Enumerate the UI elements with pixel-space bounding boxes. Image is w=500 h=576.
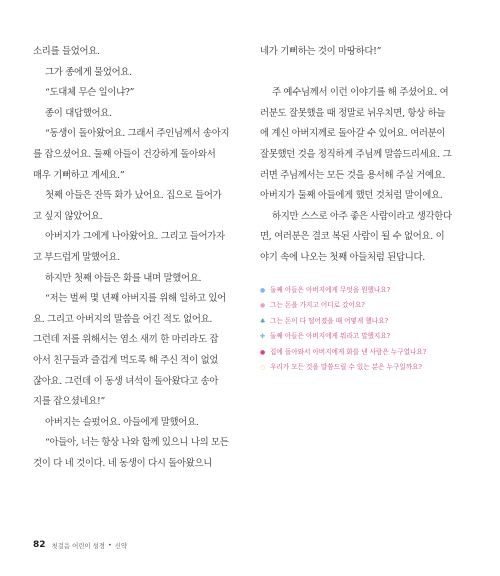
text-line: 면, 여러분은 결코 복된 사람이 될 수 없어요. 이 — [260, 231, 445, 243]
text-line: 네가 기뻐하는 것이 마땅하다!” — [260, 46, 382, 57]
text-line: 첫째 아들은 잔뜩 화가 났어요. 집으로 들어가 — [45, 190, 222, 202]
text-line — [260, 63, 468, 84]
footer-separator: • — [107, 541, 112, 549]
text-line: 하지만 첫째 아들은 화를 내며 말했어요. — [45, 272, 202, 284]
question-item — [260, 360, 475, 375]
question-item — [260, 329, 475, 344]
page-footer — [33, 540, 127, 550]
question-text: 둘째 아들은 아버지에게 뭐라고 말했지요? — [270, 332, 391, 341]
text-line: 고 싶지 않았어요. — [33, 210, 103, 222]
text-line: 그런데 저를 위해서는 염소 새끼 한 마리라도 잡 — [33, 334, 219, 346]
text-line: 아버지는 슬펐어요. 아들에게 말했어요. — [45, 416, 199, 428]
text-line: 러분도 잘못했을 때 정말로 뉘우치면, 항상 하늘 — [260, 107, 446, 119]
text-line: 잘못했던 것을 정직하게 주님께 말씀드리세요. 그 — [260, 148, 452, 160]
right-column — [260, 42, 468, 269]
text-line: 하지만 스스로 아주 좋은 사람이라고 생각한다 — [272, 210, 452, 222]
text-line: 아버지가 둘째 아들에게 했던 것처럼 말이에요. — [260, 190, 443, 202]
text-line: 아버지가 그에게 나아왔어요. 그리고 들어가자 — [45, 231, 225, 243]
bullet-icon: ✤ — [260, 333, 266, 341]
bullet-icon: ● — [260, 287, 266, 294]
text-line: “아들아, 너는 항상 나와 함께 있으니 나의 모든 — [45, 437, 229, 449]
text-line: 에 계신 아버지께로 돌아갈 수 있어요. 여러분이 — [260, 128, 446, 140]
question-text: 그는 돈을 가지고 어디로 갔어요? — [270, 301, 365, 310]
text-line: 주 예수님께서 이런 이야기를 해 주셨어요. 여 — [272, 87, 449, 99]
question-item — [260, 283, 475, 298]
text-line: 아서 친구들과 즐겁게 먹도록 해 주신 적이 없었 — [33, 354, 219, 366]
text-line: 종이 대답했어요. — [45, 107, 112, 119]
text-line: 것이 다 네 것이다. 네 동생이 다시 돌아왔으니 — [33, 457, 213, 469]
bullet-icon: ● — [260, 348, 266, 356]
page-number: 82 — [33, 540, 46, 550]
text-line: “도대체 무슨 일이냐?” — [45, 87, 135, 99]
text-line: 러면 주님께서는 모든 것을 용서해 주실 거예요. — [260, 169, 446, 181]
text-line: 야기 속에 나오는 첫째 아들처럼 된답니다. — [260, 251, 425, 263]
text-line: “저는 벌써 몇 년째 아버지를 위해 일하고 있어 — [45, 293, 226, 305]
question-text: 집에 돌아와서 아버지에게 화를 낸 사람은 누구였나요? — [270, 347, 427, 356]
bullet-icon: ● — [260, 302, 266, 310]
text-line: 를 잡으셨어요. 둘째 아들이 건강하게 돌아와서 — [33, 148, 216, 160]
text-line: 매우 기뻐하고 계세요.” — [33, 169, 125, 181]
text-line: “동생이 돌아왔어요. 그래서 주인님께서 송아지 — [45, 128, 230, 140]
question-text: 그는 돈이 다 떨어졌을 때 어떻게 했나요? — [270, 316, 389, 325]
text-line: 지를 잡으셨네요!” — [33, 396, 105, 408]
question-item — [260, 314, 475, 329]
text-line: 소리를 들었어요. — [33, 46, 100, 57]
question-item — [260, 345, 475, 360]
section-name: 신약 — [114, 541, 128, 550]
book-title: 첫걸음 어린이 성경 — [51, 541, 105, 550]
discussion-questions — [260, 283, 475, 375]
question-text: 우리가 모든 것을 말씀드릴 수 있는 분은 누구일까요? — [270, 363, 422, 372]
text-line: 잖아요. 그런데 이 동생 녀석이 돌아왔다고 송아 — [33, 375, 219, 387]
text-line: 그가 종에게 물었어요. — [45, 66, 132, 78]
question-item — [260, 298, 475, 313]
question-text: 둘째 아들은 아버지에게 무엇을 원했나요? — [270, 286, 391, 294]
text-line: 고 부드럽게 말했어요. — [33, 251, 120, 263]
text-line: 요. 그리고 아버지의 말씀을 어긴 적도 없어요. — [33, 313, 213, 325]
bullet-icon: ○ — [260, 364, 266, 372]
left-column — [33, 42, 241, 474]
bullet-icon: ♣ — [260, 317, 266, 325]
